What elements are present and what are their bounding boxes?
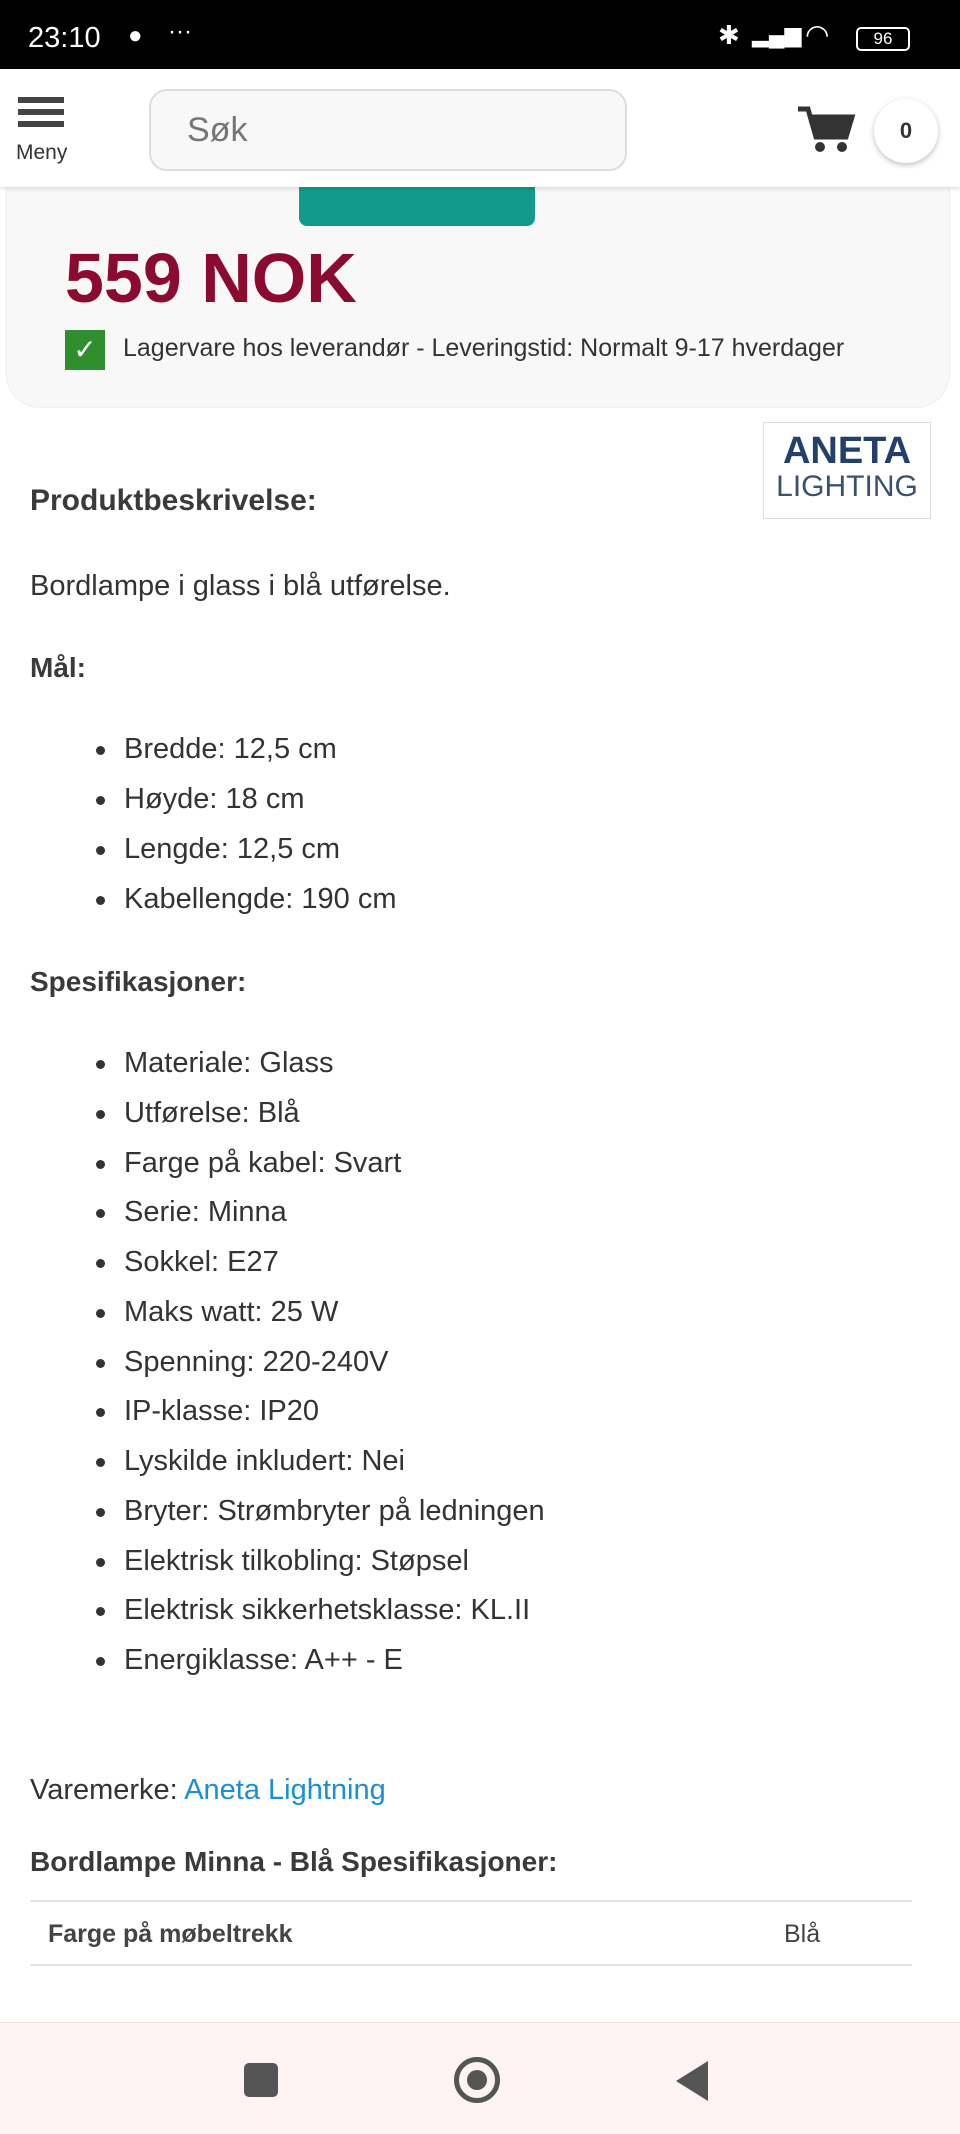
battery-icon: 96 (856, 27, 910, 51)
status-bar (0, 0, 960, 69)
menu-label: Meny (16, 141, 68, 164)
cart-count-badge[interactable]: 0 (874, 99, 938, 163)
list-item: Lyskilde inkludert: Nei (124, 1445, 405, 1477)
navigation-bar (0, 2022, 960, 2134)
list-item: Kabellengde: 190 cm (124, 883, 397, 915)
list-item: IP-klasse: IP20 (124, 1395, 320, 1427)
list-item: Maks watt: 25 W (124, 1296, 339, 1328)
logo-text-2: LIGHTING (776, 470, 918, 503)
menu-button[interactable] (16, 97, 68, 165)
price-card (6, 150, 950, 408)
list-item: Serie: Minna (124, 1196, 287, 1228)
list-item: Materiale: Glass (124, 1047, 334, 1079)
list-item: Elektrisk sikkerhetsklasse: KL.II (124, 1594, 531, 1626)
price: 559 NOK (65, 239, 357, 317)
recent-apps-button[interactable] (244, 2063, 278, 2097)
site-header (0, 69, 960, 187)
more-icon: ··· (168, 18, 192, 45)
wifi-icon: ◠ (805, 19, 830, 50)
brand-label: Varemerke: (30, 1774, 178, 1806)
brand-link[interactable]: Aneta Lightning (184, 1774, 386, 1806)
brand-logo (763, 422, 931, 519)
logo-text-1: ANETA (782, 430, 912, 472)
search-input[interactable] (149, 89, 627, 171)
table-cell-key: Farge på møbeltrekk (48, 1920, 293, 1948)
list-item: Sokkel: E27 (124, 1246, 279, 1278)
list-item: Bryter: Strømbryter på ledningen (124, 1495, 545, 1527)
cart-icon[interactable] (796, 105, 856, 155)
specs-heading: Spesifikasjoner: (30, 966, 247, 997)
list-item: Høyde: 18 cm (124, 783, 305, 815)
dims-heading: Mål: (30, 652, 86, 683)
chat-notification-icon: ● (128, 22, 143, 49)
back-button[interactable] (676, 2061, 708, 2101)
list-item: Elektrisk tilkobling: Støpsel (124, 1545, 469, 1577)
list-item: Energiklasse: A++ - E (124, 1644, 403, 1676)
list-item: Bredde: 12,5 cm (124, 733, 337, 765)
clock: 23:10 (28, 22, 101, 54)
table-cell-value: Blå (784, 1920, 821, 1948)
list-item: Spenning: 220-240V (124, 1346, 389, 1378)
brand-line (30, 1774, 386, 1807)
hamburger-icon (18, 97, 64, 127)
spec-table-heading: Bordlampe Minna - Blå Spesifikasjoner: (30, 1846, 558, 1877)
list-item: Utførelse: Blå (124, 1097, 300, 1129)
description-heading: Produktbeskrivelse: (30, 484, 317, 517)
bluetooth-icon: ✱ (718, 20, 740, 50)
list-item: Farge på kabel: Svart (124, 1147, 402, 1179)
list-item: Lengde: 12,5 cm (124, 833, 341, 865)
checkmark-icon: ✓ (65, 330, 105, 370)
table-row (30, 1900, 912, 1966)
stock-status: Lagervare hos leverandør - Leveringstid: Normalt 9-17 hverdager (123, 334, 845, 362)
home-button[interactable] (454, 2057, 500, 2103)
signal-icon: ▂▄▆ (752, 22, 802, 47)
description-text: Bordlampe i glass i blå utførelse. (30, 570, 451, 602)
